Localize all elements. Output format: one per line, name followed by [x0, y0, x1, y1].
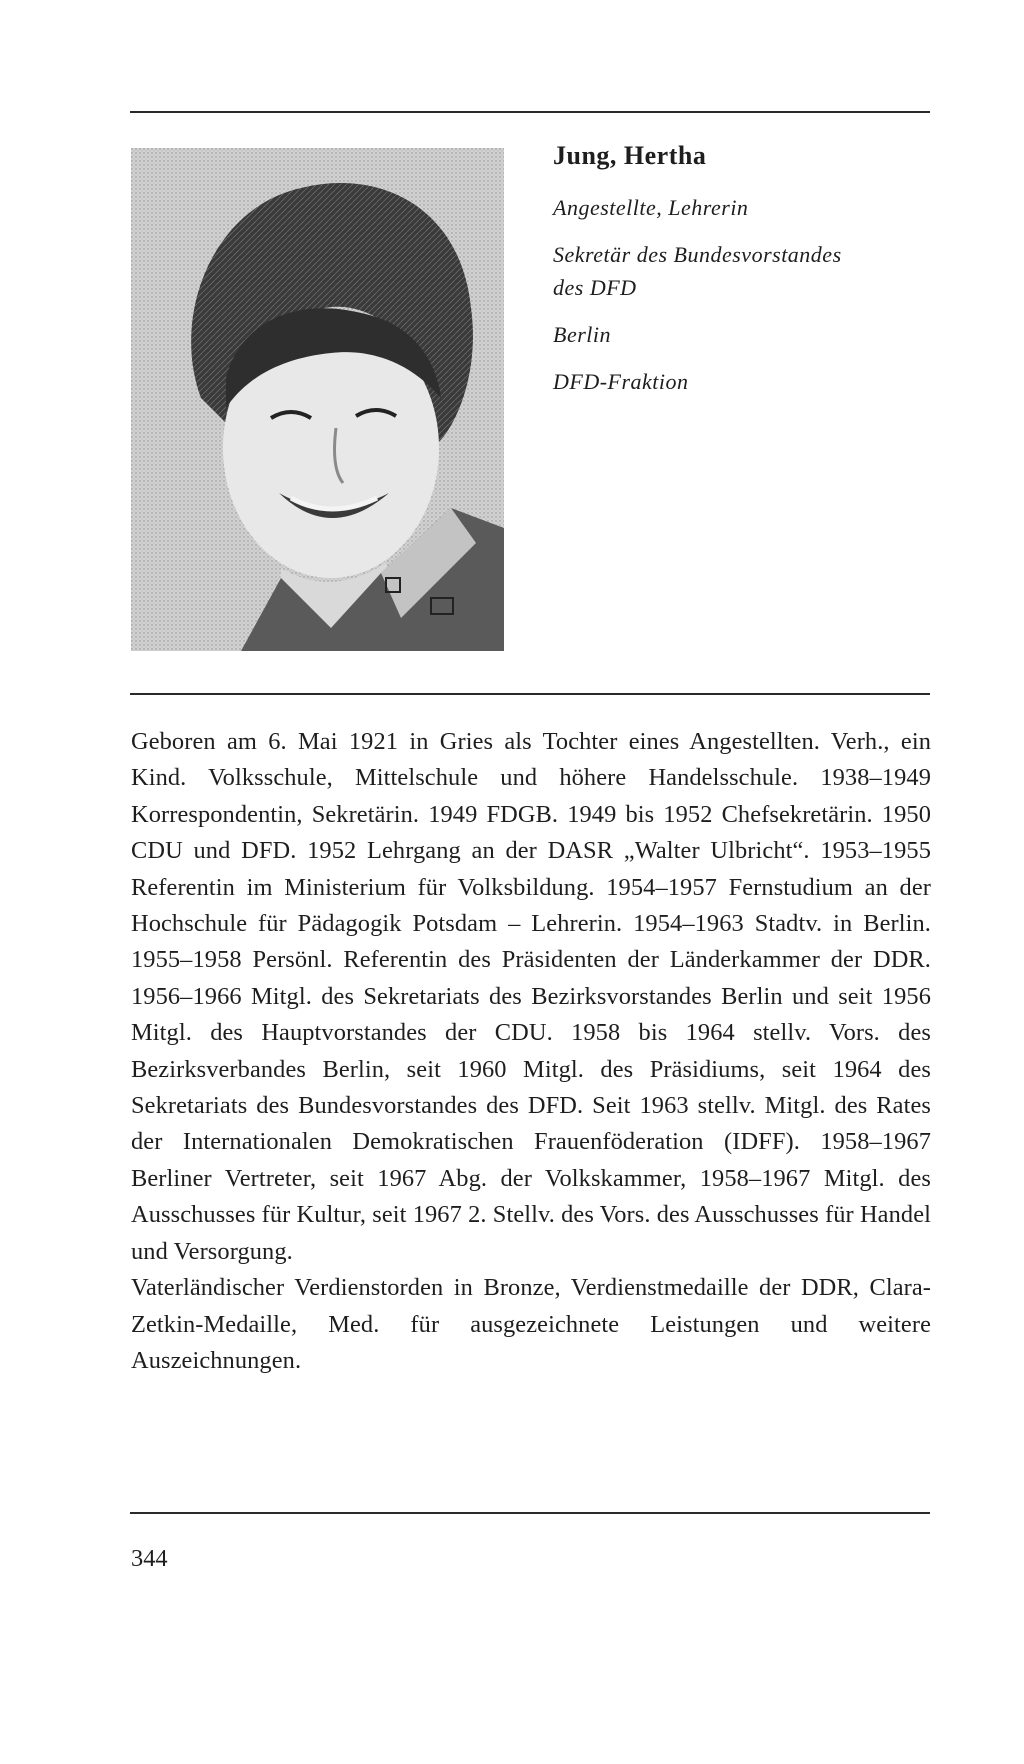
biography: [131, 724, 931, 1379]
person-position-line2: des DFD: [553, 275, 637, 301]
middle-divider: [130, 693, 930, 695]
person-header: [553, 140, 953, 412]
person-position-line1: Sekretär des Bundesvorstandes: [553, 242, 842, 268]
person-faction: DFD-Fraktion: [553, 369, 689, 395]
awards-paragraph: Vaterländischer Verdienstorden in Bronze, Verdienstmedaille der DDR, Clara-Zetkin-Medaille, Med. für ausgezeichnete Leistungen und weitere Auszeichnungen.: [131, 1274, 931, 1374]
person-location: Berlin: [553, 322, 611, 348]
top-divider: [130, 111, 930, 113]
portrait-photo: [131, 148, 504, 651]
person-position: [553, 238, 953, 304]
person-occupation: Angestellte, Lehrerin: [553, 195, 749, 221]
biography-paragraph: Geboren am 6. Mai 1921 in Gries als Tochter eines Angestellten. Verh., ein Kind. Volksschule, Mittelschule und höhere Handelsschule. 1938–1949 Korrespondentin, Sekretärin. 1949 FDGB. 1949 bis 1952 Chefsekretärin. 1950 CDU und DFD. 1952 Lehrgang an der DASR „Walter Ulbricht“. 1953–1955 Referentin im Ministerium für Volksbildung. 1954–1957 Fernstudium an der Hochschule für Pädagogik Potsdam – Lehrerin. 1954–1963 Stadtv. in Berlin. 1955–1958 Persönl. Referentin des Präsidenten der Länderkammer der DDR. 1956–1966 Mitgl. des Sekretariats des Bezirksvorstandes Berlin und seit 1956 Mitgl. des Hauptvorstandes der CDU. 1958 bis 1964 stellv. Vors. des Bezirksverbandes Berlin, seit 1960 Mitgl. des Präsidiums, seit 1964 des Sekretariats des Bundesvorstandes des DFD. Seit 1963 stellv. Mitgl. des Rates der Internationalen Demokratischen Frauenföderation (IDFF). 1958–1967 Berliner Vertreter, seit 1967 Abg. der Volkskammer, 1958–1967 Mitgl. des Ausschusses für Kultur, seit 1967 2. Stellv. des Vors. des Ausschusses für Handel und Versorgung.: [131, 728, 931, 1265]
bottom-divider: [130, 1512, 930, 1514]
page-number: 344: [131, 1545, 168, 1572]
person-name: Jung, Hertha: [553, 141, 707, 170]
